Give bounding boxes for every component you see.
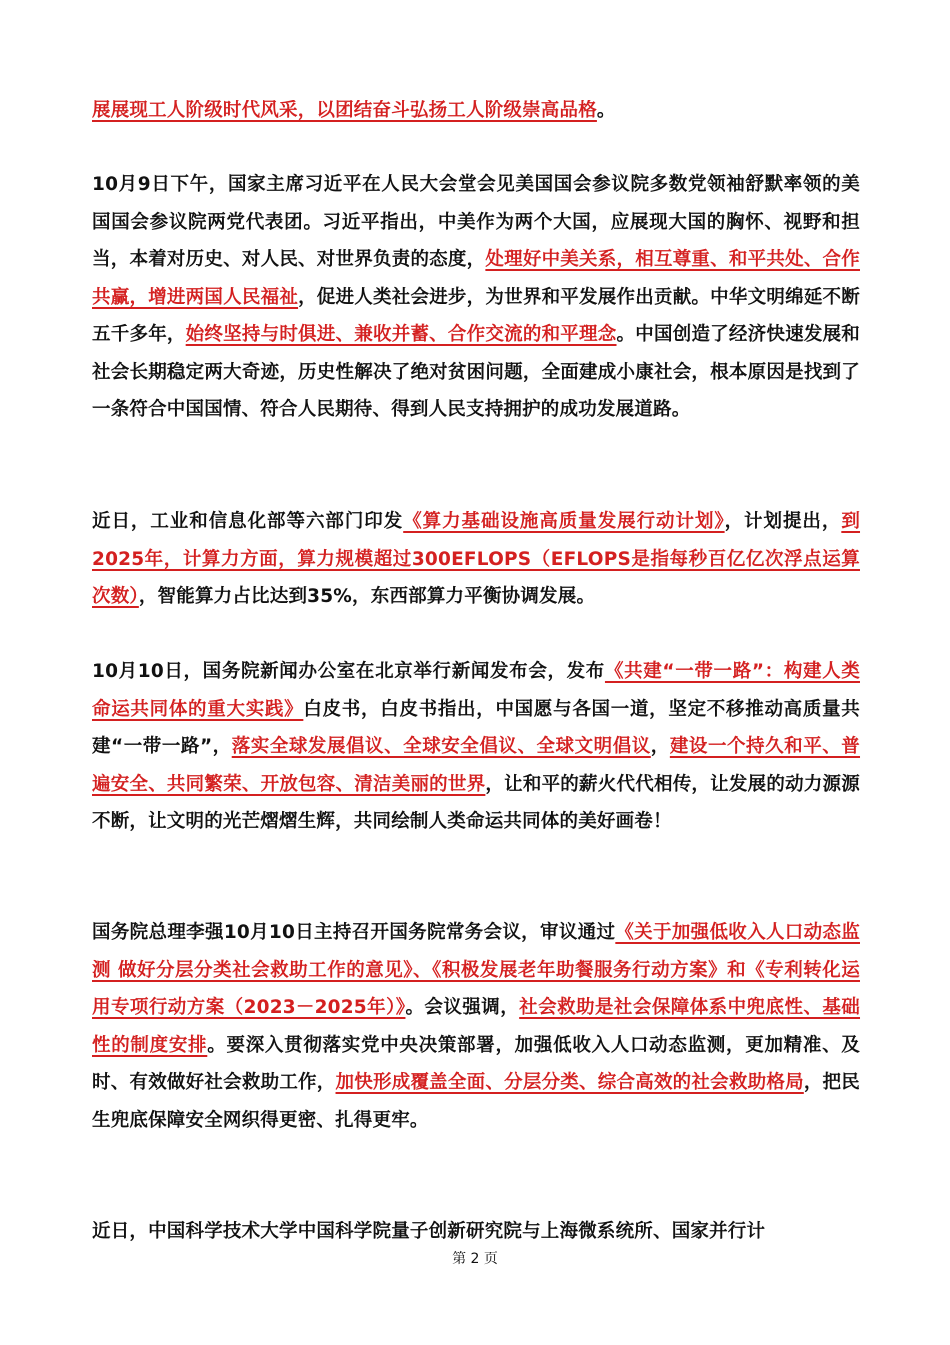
body-text: ，计划提出， <box>724 511 842 532</box>
paragraph-computing-plan <box>92 503 860 616</box>
highlighted-text: 《算力基础设施高质量发展行动计划》 <box>403 511 725 532</box>
highlighted-text: 到2025年，计算力方面，算力规模超过300EFLOPS（EFLOPS是指每秒百亿亿次浮点运算次数） <box>92 511 861 607</box>
highlighted-text: 《关于加强低收入人口动态监测 做好分层分类社会救助工作的意见》、《积极发展老年助餐服务行动方案》和《专利转化运用专项行动方案（2023－2025年）》 <box>92 922 860 1018</box>
paragraph-workers-spirit <box>92 100 860 130</box>
highlighted-text: 始终坚持与时俱进、兼收并蓄、合作交流的和平理念 <box>185 324 617 345</box>
highlighted-text: 落实全球发展倡议、全球安全倡议、全球文明倡议 <box>231 736 651 757</box>
highlighted-text: 处理好中美关系，相互尊重、和平共处、合作共赢，增进两国人民福祉 <box>92 249 860 308</box>
body-text: ，让和平的薪火代代相传，让发展的动力源源不断，让文明的光芒熠熠生辉，共同绘制人类命运共同体的美好画卷！ <box>92 773 860 832</box>
body-text: 。 <box>596 100 616 121</box>
body-text: ， <box>650 736 670 757</box>
body-text: 。中国创造了经济快速发展和社会长期稳定两大奇迹，历史性解决了绝对贫困问题，全面建成小康社会，根本原因是找到了一条符合中国国情、符合人民期待、得到人民支持拥护的成功发展道路。 <box>92 324 860 420</box>
body-text: 近日，中国科学技术大学中国科学院量子创新研究院与上海微系统所、国家并行计 <box>92 1221 766 1242</box>
body-text: 近日，工业和信息化部等六部门印发 <box>92 511 404 532</box>
body-text: 10月10日，国务院新闻办公室在北京举行新闻发布会，发布 <box>92 661 605 682</box>
highlighted-text: 社会救助是社会保障体系中兜底性、基础性的制度安排 <box>92 997 861 1056</box>
highlighted-text: 建设一个持久和平、普遍安全、共同繁荣、开放包容、清洁美丽的世界 <box>92 736 861 795</box>
highlighted-text: 《共建“一带一路”：构建人类命运共同体的重大实践》 <box>92 661 860 720</box>
body-text: 。要深入贯彻落实党中央决策部署，加强低收入人口动态监测，更加精准、及时、有效做好社会救助工作， <box>92 1034 860 1093</box>
body-text: 。会议强调， <box>405 997 520 1018</box>
paragraph-quantum-research <box>92 1213 860 1248</box>
body-text: ，把民生兜底保障安全网织得更密、扎得更牢。 <box>92 1072 860 1131</box>
body-text: 国务院总理李强10月10日主持召开国务院常务会议，审议通过 <box>92 922 616 943</box>
body-text: 10月9日下午，国家主席习近平在人民大会堂会见美国国会参议院多数党领袖舒默率领的美国国会参议院两党代表团。习近平指出，中美作为两个大国，应展现大国的胸怀、视野和担当，本着对历史、对人民、对世界负责的态度， <box>92 174 860 270</box>
body-text: ，智能算力占比达到35%，东西部算力平衡协调发展。 <box>138 586 596 607</box>
paragraph-state-council-meeting <box>92 914 860 1139</box>
content-area <box>0 100 950 1248</box>
page-number: 第 2 页 <box>452 1251 498 1267</box>
paragraph-belt-and-road-whitepaper <box>92 653 860 841</box>
highlighted-text: 展展现工人阶级时代风采，以团结奋斗弘扬工人阶级崇高品格 <box>92 100 597 121</box>
highlighted-text: 加快形成覆盖全面、分层分类、综合高效的社会救助格局 <box>335 1072 804 1093</box>
body-text: 白皮书，白皮书指出，中国愿与各国一道，坚定不移推动高质量共建“一带一路”， <box>92 698 860 757</box>
paragraph-xi-meets-schumer <box>92 166 860 429</box>
body-text: ，促进人类社会进步，为世界和平发展作出贡献。中华文明绵延不断五千多年， <box>92 286 860 345</box>
